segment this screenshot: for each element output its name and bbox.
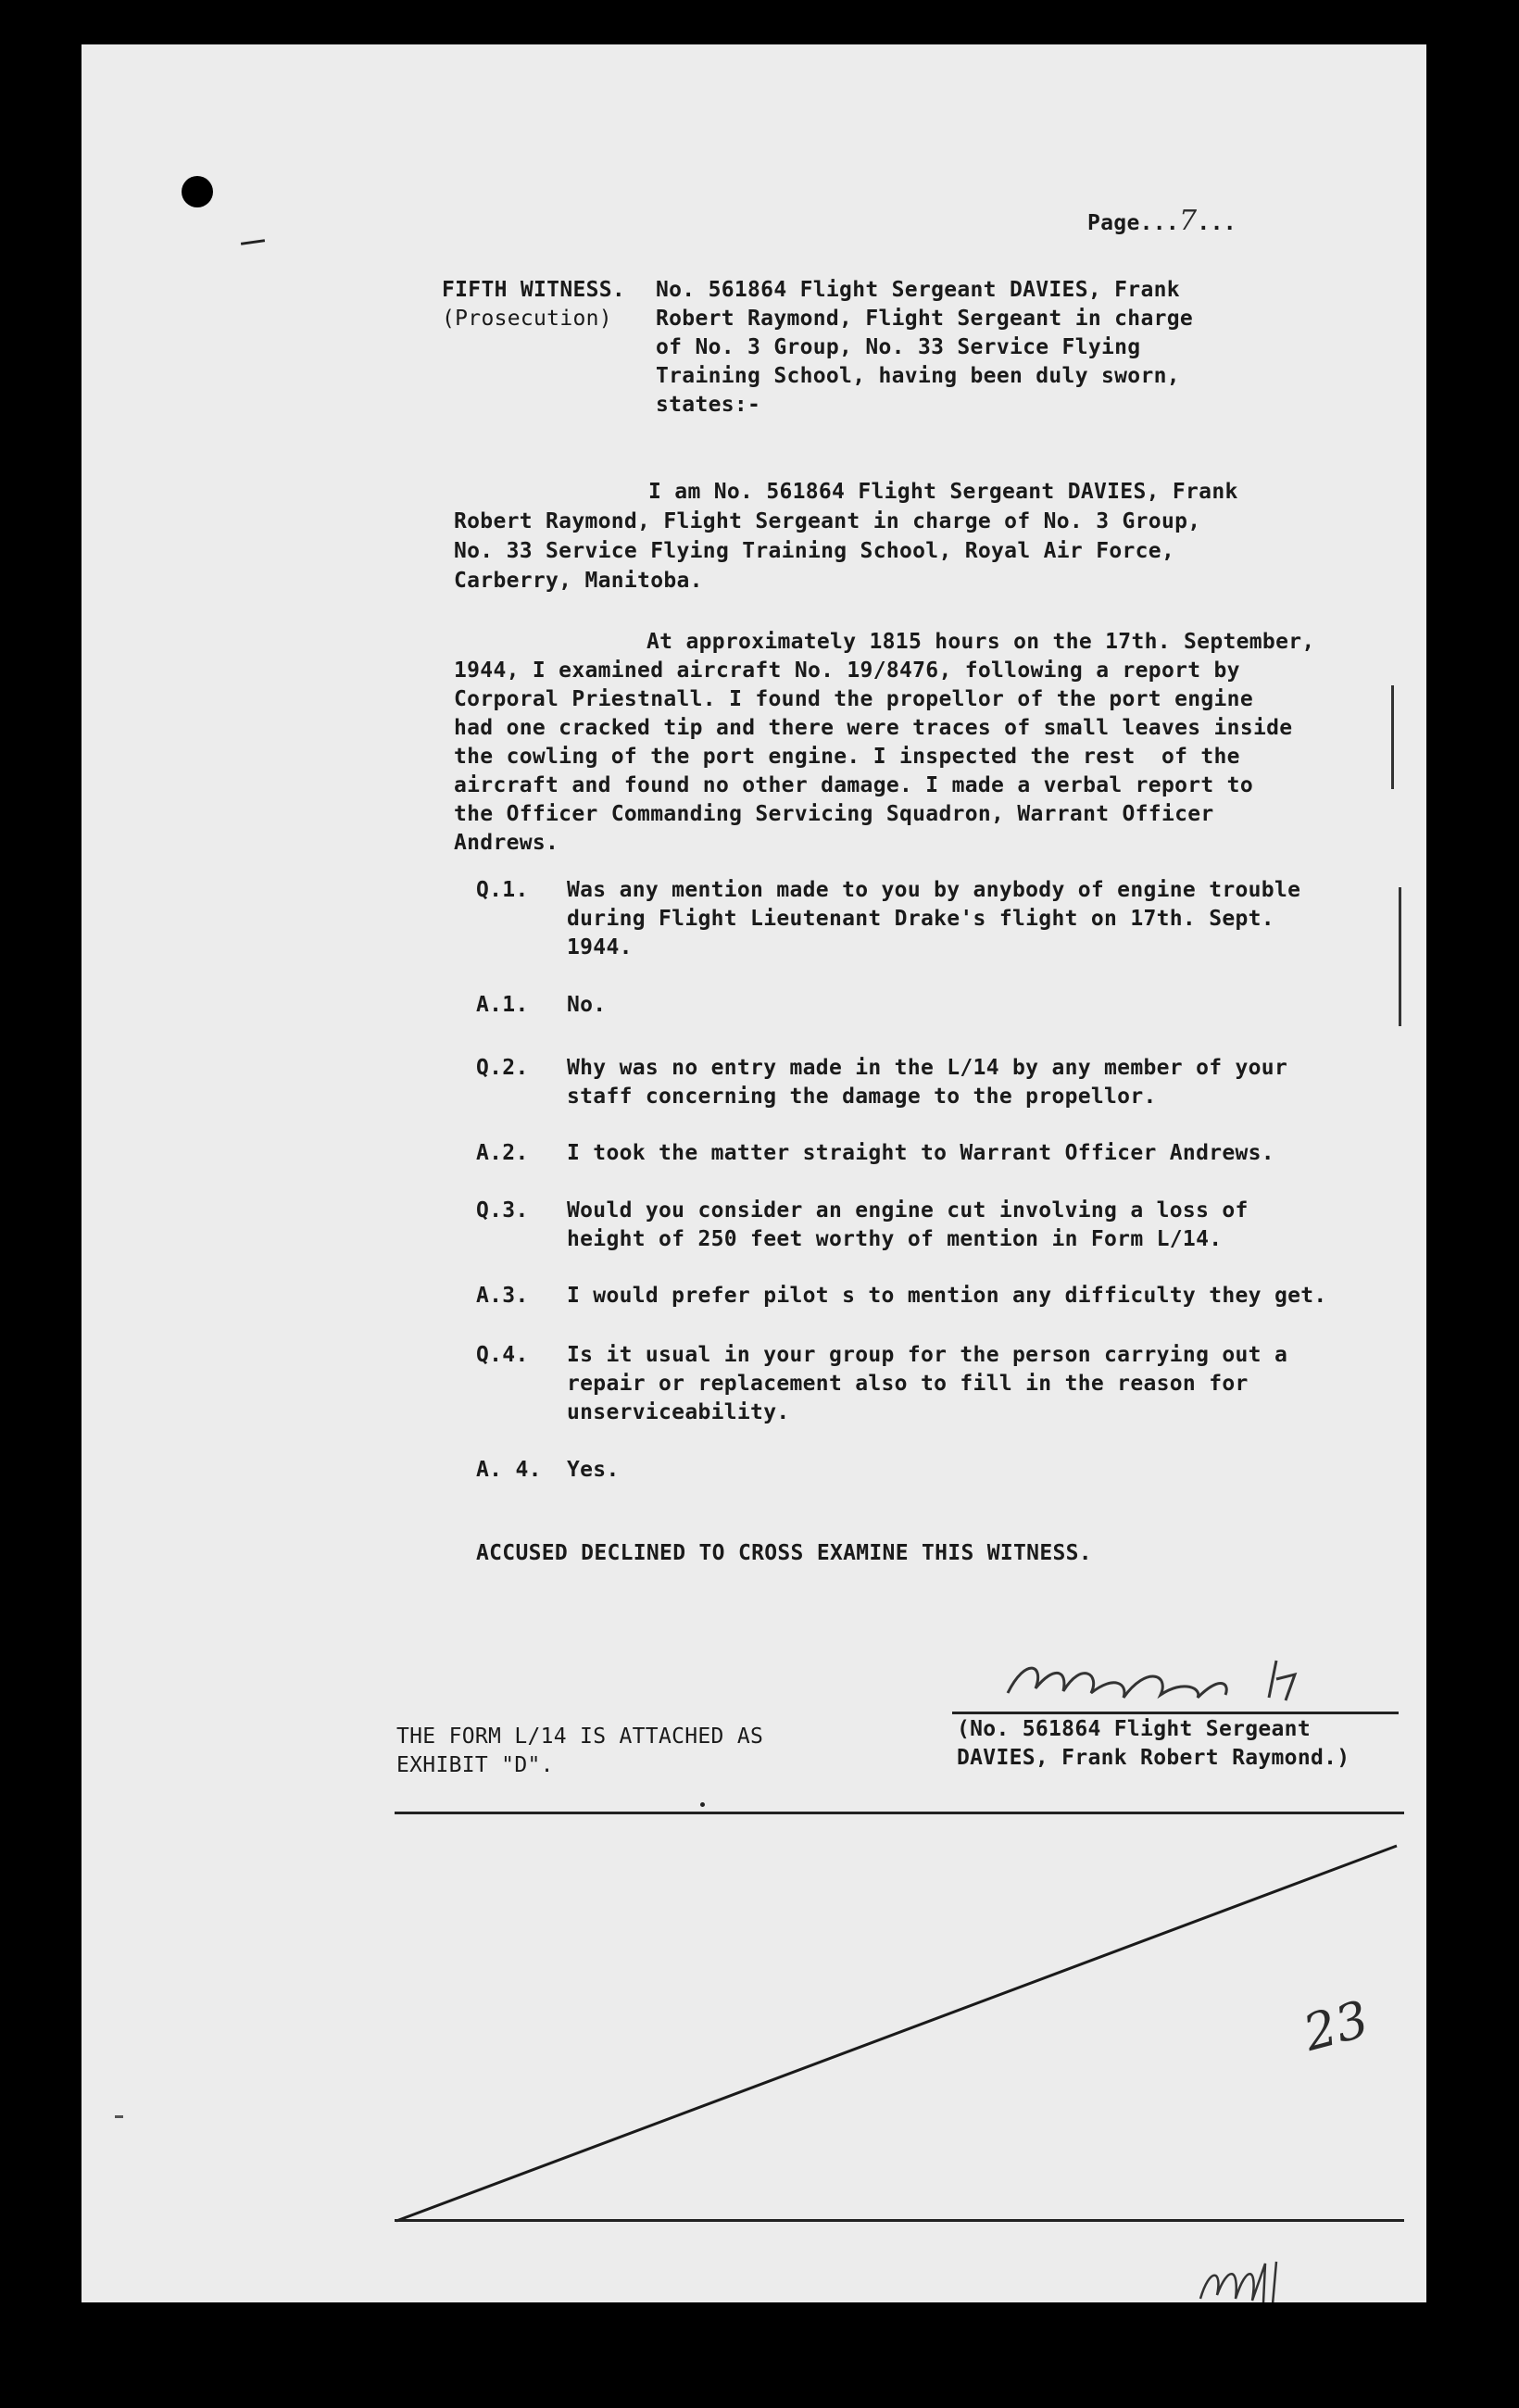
- witness-title: FIFTH WITNESS.: [442, 278, 626, 302]
- witness-subtitle: (Prosecution): [442, 307, 612, 331]
- handwritten-folio-number: 23: [1297, 1989, 1375, 2063]
- punch-hole: [182, 176, 213, 207]
- horizontal-rule-top: [395, 1812, 1404, 1814]
- document-page: Page...7... FIFTH WITNESS. (Prosecution) No. 561864 Flight Sergeant DAVIES, Frank Robert Raymond, Flight Sergeant in charge of No. 3 Group, No. 33 Service Flying Training School, having been duly sworn, states:- I am No. 561864 Flight Sergeant DAVIES, Frank Robert Raymond, Flight Sergeant in charge of No. 3 Group, No. 33 Service Flying Training School, Royal Air Force, Carberry, Manitoba. At approximately 1815 hours on the 17th. September, 1944, I examined aircraft No. 19/8476, following a report by Corporal Priestnall. I found the propellor of the port engine had one cracked tip and there were traces of small leaves inside the cowling of the port engine. I inspected the rest of the aircraft and found no other damage. I made a verbal report to the Officer Commanding Servicing Squadron, Warrant Officer Andrews. Q.1. Was any mention made to you by anybody of engine trouble during Flight Lieutenant Drake's flight on 17th. Sept. 1944. A.1. No. Q.2. Why was no entry made in the L/14 by any member of your staff concerning the damage to the propellor. A.2. I took the matter straight to Warrant Officer Andrews. Q.3. Would you consider an engine cut involving a loss of height of 250 feet worthy of mention in Form L/14. A.3. I would prefer pilot s to mention any difficulty they get. Q.4. Is it usual in your group for the person carrying out a repair or replacement also to fill in the reason for unserviceability. A. 4. Yes. ACCUSED DECLINED TO CROSS EXAMINE THIS WITNESS. THE FORM L/14 IS ATTACHED AS EXHIBIT "D". (No. 561864 Flight Sergeant DAVIES, Frank Robert Raymond.) 23: [82, 44, 1426, 2302]
- handwritten-initials: [1193, 2258, 1295, 2302]
- horizontal-rule-bottom: [395, 2219, 1404, 2222]
- handwritten-signature: [998, 1647, 1332, 1712]
- tick-mark: [241, 239, 265, 245]
- margin-bar: [1399, 887, 1401, 1026]
- signature-line: [952, 1712, 1399, 1714]
- stray-mark: [115, 2115, 123, 2118]
- stray-mark: [700, 1802, 705, 1807]
- cross-examination-note: ACCUSED DECLINED TO CROSS EXAMINE THIS WITNESS.: [476, 1541, 1092, 1565]
- cancellation-diagonal: [387, 1823, 1415, 2249]
- margin-bar: [1391, 685, 1394, 789]
- page-number: Page...7...: [1087, 205, 1237, 237]
